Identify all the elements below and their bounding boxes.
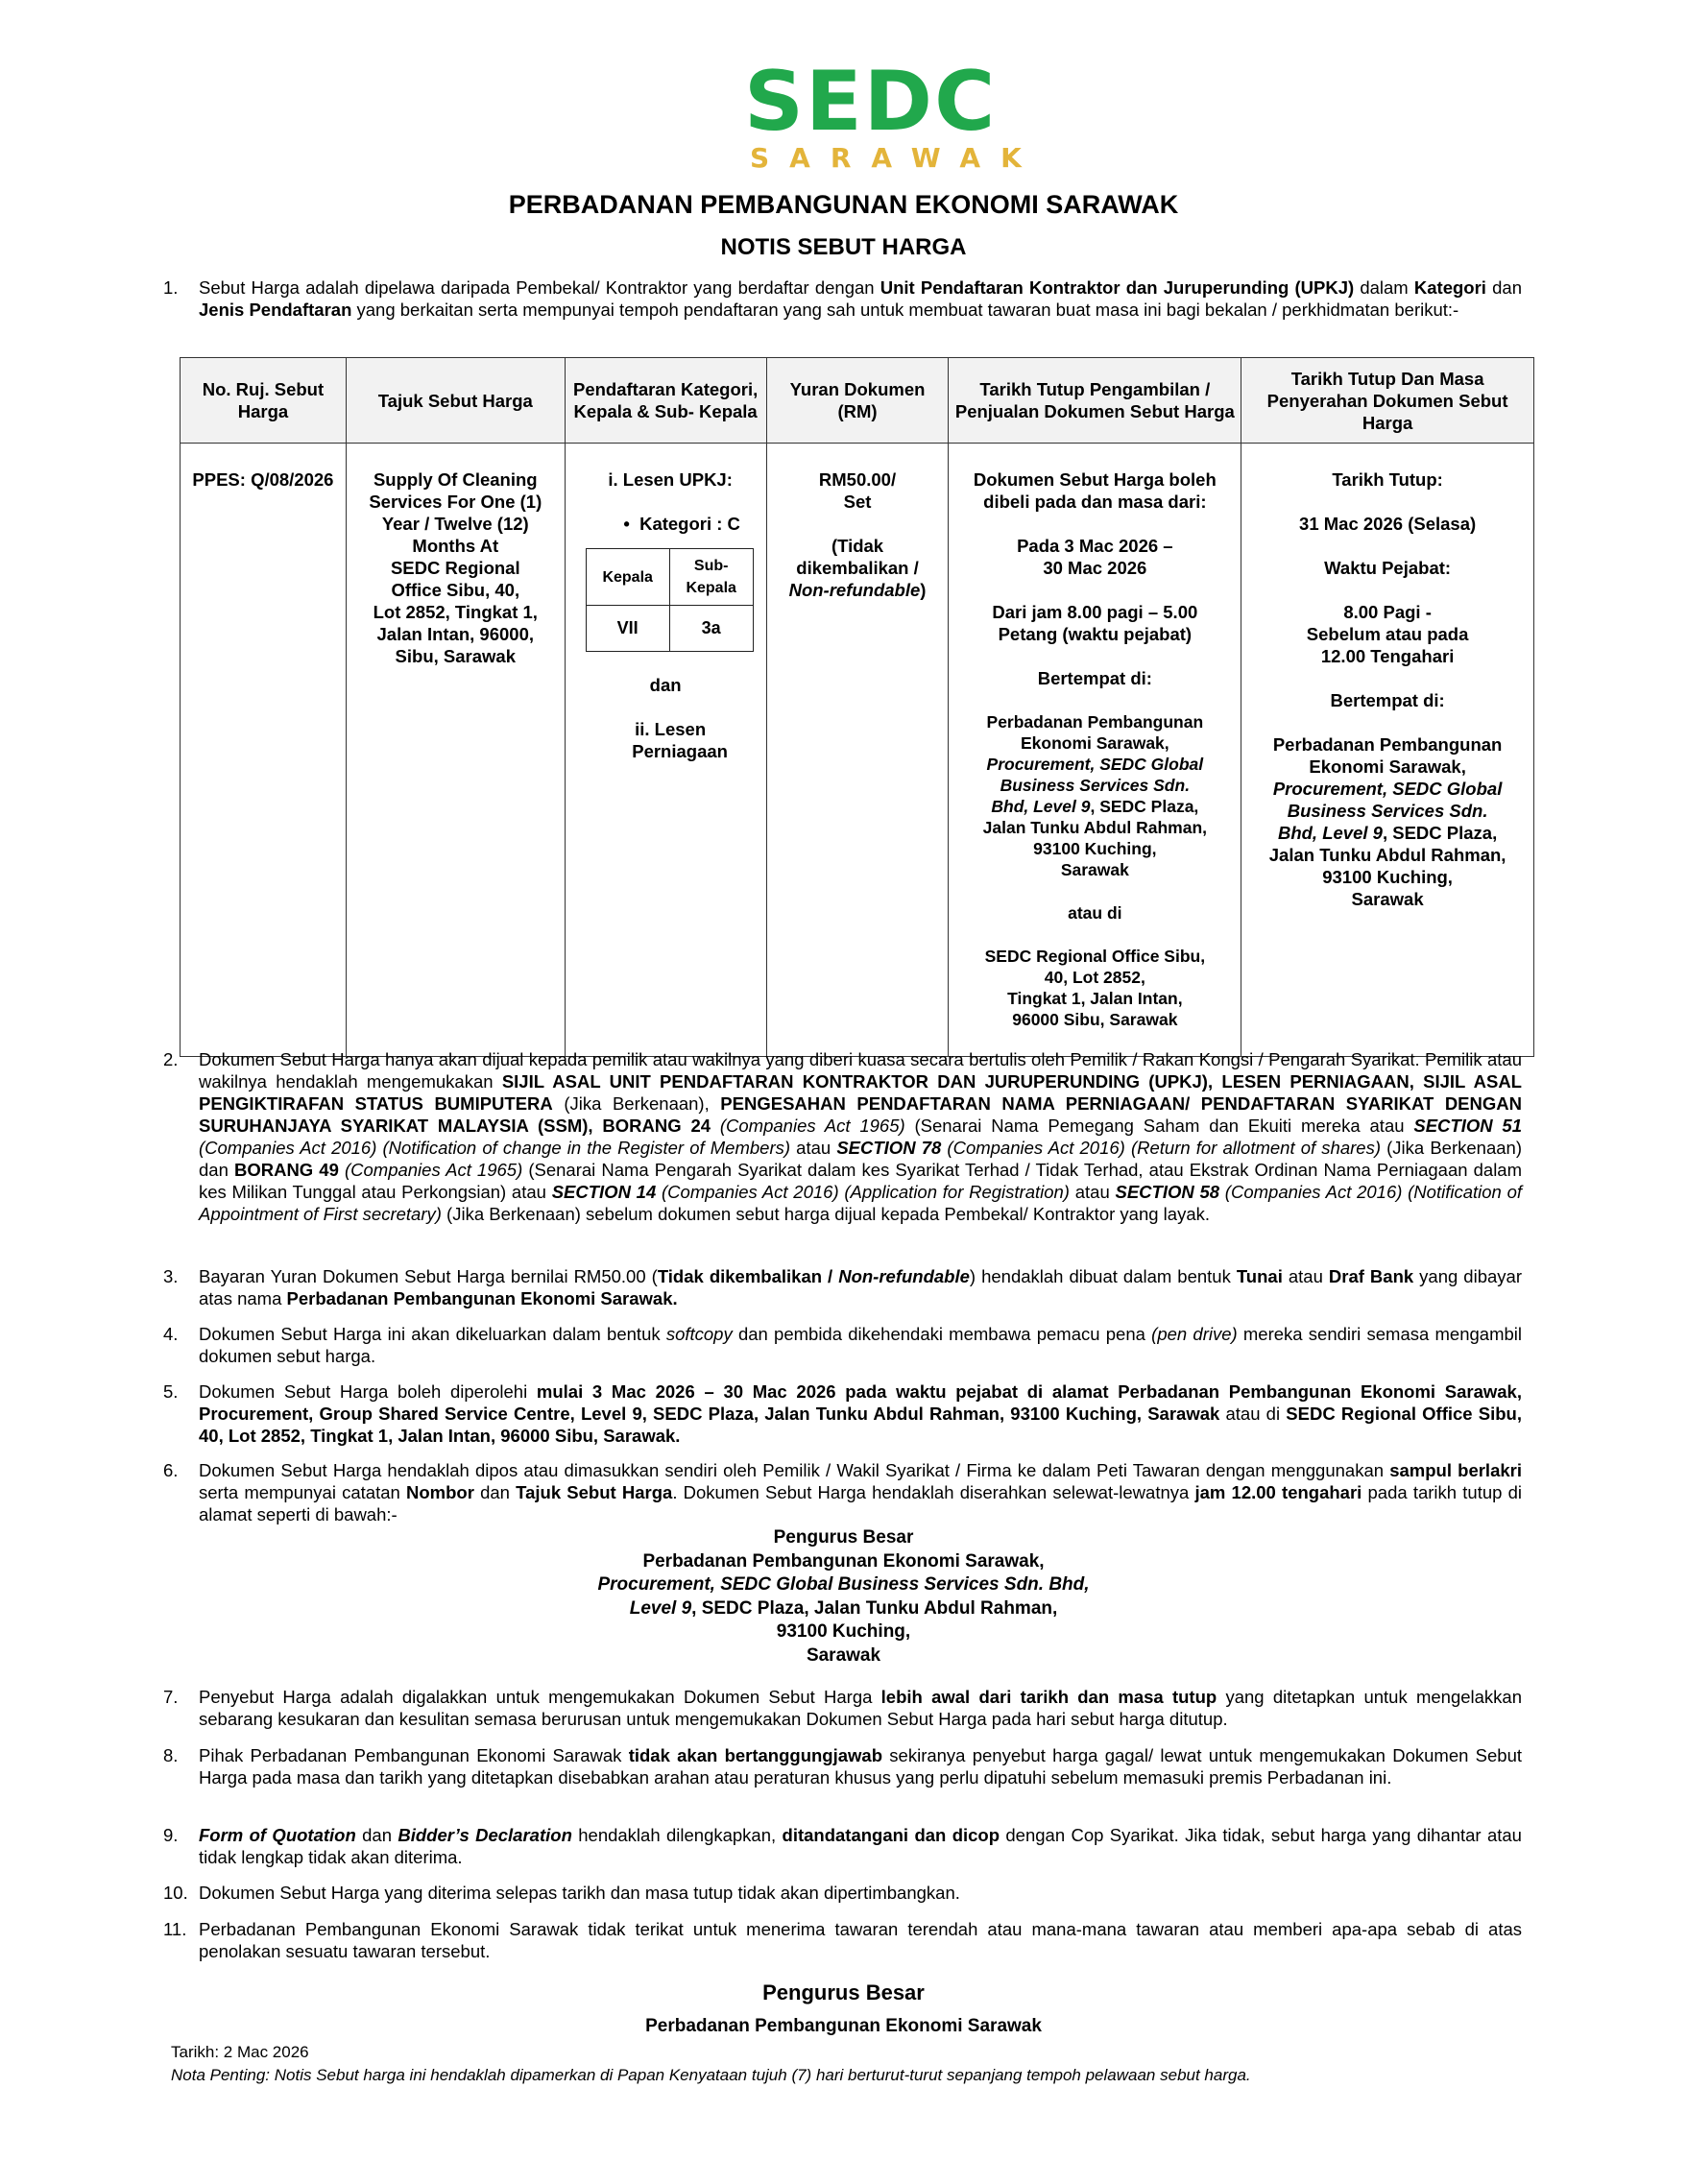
clause-text bbox=[199, 1265, 1522, 1309]
closing-time: 12.00 Tengahari bbox=[1320, 646, 1455, 666]
clause-text bbox=[199, 1824, 1522, 1868]
text: Dokumen Sebut Harga hanya akan dijual kepada pemilik atau wakilnya yang diberi kuasa secara bertulis oleh Pemilik / Rakan Kongsi / Pengarah Syarikat. Pemilik atau wakilnya hendaklah mengemukakan bbox=[199, 1049, 1522, 1092]
address-line: Jalan Tunku Abdul Rahman, bbox=[982, 818, 1208, 837]
italic-text: Procurement, SEDC Global bbox=[986, 755, 1204, 774]
text: ) hendaklah dibuat dalam bentuk bbox=[969, 1266, 1237, 1286]
text: Dokumen Sebut Harga ini akan dikeluarkan dalam bentuk bbox=[199, 1324, 666, 1344]
notice-date: Tarikh: 2 Mac 2026 bbox=[171, 2043, 309, 2061]
closing-time: 8.00 Pagi - bbox=[1343, 602, 1432, 622]
title-line: Months At bbox=[412, 536, 499, 556]
address-line bbox=[1247, 822, 1528, 844]
bold-text: SEDC Regional Office Sibu, 40, Lot 2852, Tingkat 1, Jalan Intan, 96000 Sibu, Sarawak. bbox=[199, 1404, 1522, 1446]
clause-number: 4. bbox=[163, 1324, 179, 1344]
address-line: 93100 Kuching, bbox=[1322, 867, 1453, 887]
header-registration: Pendaftaran Kategori, Kepala & Sub- Kepala bbox=[565, 358, 766, 444]
italic-text: (Companies Act 1965) bbox=[338, 1160, 523, 1180]
closing-label: Tarikh Tutup: bbox=[1332, 469, 1443, 490]
signatory-title: Pengurus Besar bbox=[762, 1980, 925, 2004]
bold-text: sampul berlakri bbox=[1389, 1460, 1522, 1480]
italic-text: softcopy bbox=[665, 1324, 733, 1344]
text: , SEDC Plaza, Jalan Tunku Abdul Rahman, bbox=[691, 1597, 1058, 1619]
clause-number: 8. bbox=[163, 1745, 179, 1765]
clause-text bbox=[199, 1380, 1522, 1447]
text: hendaklah dilengkapkan, bbox=[571, 1825, 783, 1845]
text: Dokumen Sebut Harga hendaklah dipos atau dimasukkan sendiri oleh Pemilik / Wakil Syarikat / Firma ke dalam Peti Tawaran dengan menggunakan bbox=[199, 1460, 1390, 1480]
alternative-label: atau di bbox=[1068, 903, 1122, 923]
clause-number: 1. bbox=[163, 277, 179, 298]
cell-registration bbox=[565, 444, 766, 1057]
clause-9 bbox=[163, 1824, 1522, 1868]
title-line: Services For One (1) bbox=[369, 492, 542, 512]
sedc-sarawak-logo bbox=[744, 54, 1042, 174]
italic-text: (Companies Act 2016) (Notification of change in the Register of Members) bbox=[199, 1138, 791, 1158]
text: serta mempunyai catatan bbox=[199, 1482, 406, 1502]
bold-text: Tajuk Sebut Harga bbox=[516, 1482, 673, 1502]
ref-number: PPES: Q/08/2026 bbox=[192, 469, 334, 490]
table-row bbox=[181, 444, 1534, 1057]
header-submission-closing: Tarikh Tutup Dan Masa Penyerahan Dokumen Sebut Harga bbox=[1241, 358, 1534, 444]
table-header-row bbox=[181, 358, 1534, 444]
text: (Jika Berkenaan), bbox=[552, 1093, 721, 1114]
cell-title bbox=[346, 444, 565, 1057]
address-line: Jalan Tunku Abdul Rahman, bbox=[1268, 845, 1506, 865]
bold-italic-text: SECTION 58 bbox=[1115, 1182, 1220, 1202]
clause-number: 7. bbox=[163, 1687, 179, 1707]
text: . Dokumen Sebut Harga hendaklah diserahkan selewat-lewatnya bbox=[672, 1482, 1195, 1502]
text: ) bbox=[920, 580, 927, 600]
clause-5 bbox=[163, 1380, 1522, 1447]
header-sale-closing: Tarikh Tutup Pengambilan / Penjualan Dokumen Sebut Harga bbox=[949, 358, 1241, 444]
bold-italic-text: Form of Quotation bbox=[199, 1825, 356, 1845]
text: , SEDC Plaza, bbox=[1090, 797, 1199, 816]
bold-text: Tidak dikembalikan / bbox=[657, 1266, 839, 1286]
text: yang dibayar atas nama bbox=[199, 1266, 1522, 1308]
bold-text: Nombor bbox=[406, 1482, 474, 1502]
clause-text bbox=[199, 1459, 1522, 1525]
address-line bbox=[1247, 778, 1528, 800]
cell-submission-closing bbox=[1241, 444, 1534, 1057]
closing-place-label: Bertempat di: bbox=[1330, 690, 1445, 710]
category-text: Kategori : C bbox=[639, 514, 740, 534]
text: (Senarai Nama Pemegang Saham dan Ekuiti mereka atau bbox=[904, 1116, 1414, 1136]
closing-address bbox=[1247, 733, 1528, 910]
clause-text bbox=[199, 1744, 1522, 1788]
title-line: SEDC Regional bbox=[390, 558, 520, 578]
address-line: Pengurus Besar bbox=[773, 1527, 914, 1548]
text: dengan Cop Syarikat. Jika tidak, sebut harga yang dihantar atau tidak lengkap tidak akan diterima. bbox=[199, 1825, 1522, 1867]
clause-10 bbox=[163, 1882, 1522, 1904]
address-line: Perbadanan Pembangunan Ekonomi Sarawak, bbox=[642, 1550, 1045, 1572]
bold-italic-text: SECTION 14 bbox=[551, 1182, 657, 1202]
header-ref-no: No. Ruj. Sebut Harga bbox=[181, 358, 347, 444]
address-line bbox=[0, 1597, 1687, 1621]
kepala-table bbox=[586, 548, 754, 652]
text: dan pembida dikehendaki membawa pemacu pena bbox=[732, 1324, 1152, 1344]
address-line: 93100 Kuching, bbox=[1033, 839, 1157, 858]
text: atau bbox=[1069, 1182, 1116, 1202]
kepala-value: VII bbox=[586, 606, 669, 652]
cell-ref-no bbox=[181, 444, 347, 1057]
text: Bayaran Yuran Dokumen Sebut Harga bernilai RM50.00 ( bbox=[199, 1266, 658, 1286]
text: dalam bbox=[1354, 277, 1414, 298]
address-line: Ekonomi Sarawak, bbox=[1021, 733, 1169, 753]
title-line: Jalan Intan, 96000, bbox=[376, 624, 535, 644]
text: dan bbox=[473, 1482, 517, 1502]
sale-time: Dari jam 8.00 pagi – 5.00 bbox=[992, 602, 1198, 622]
text: atau bbox=[1282, 1266, 1329, 1286]
text: yang ditetapkan untuk mengelakkan sebarang kesukaran dan kesulitan semasa berurusan untuk mengemukakan Dokumen Sebut Harga pada hari sebut harga ditutup. bbox=[199, 1687, 1523, 1729]
bold-text: Kategori bbox=[1413, 277, 1486, 298]
clause-1 bbox=[163, 276, 1522, 321]
clause-text bbox=[199, 1323, 1522, 1367]
fee-amount: RM50.00/ bbox=[818, 469, 897, 490]
bold-italic-text: Bidder’s Declaration bbox=[398, 1825, 572, 1845]
sale-date: Pada 3 Mac 2026 – bbox=[1017, 536, 1173, 556]
conjunction: dan bbox=[649, 675, 682, 695]
bold-text: PENGESAHAN PENDAFTARAN NAMA PERNIAGAAN/ PENDAFTARAN SYARIKAT DENGAN SURUHANJAYA SYARIKAT MALAYSIA (SSM), BORANG 24 bbox=[199, 1093, 1522, 1136]
italic-text: Business Services Sdn. bbox=[1000, 776, 1191, 795]
text: pada tarikh tutup di alamat seperti di bawah:- bbox=[199, 1482, 1522, 1524]
fee-note: dikembalikan / bbox=[796, 558, 919, 578]
quotation-table bbox=[180, 357, 1534, 1057]
address-line: Perbadanan Pembangunan bbox=[1272, 734, 1503, 755]
bold-text: ditandatangani dan dicop bbox=[782, 1825, 1000, 1845]
bold-text: Jenis Pendaftaran bbox=[199, 300, 352, 320]
address-line bbox=[954, 775, 1235, 796]
title-line: Office Sibu, 40, bbox=[391, 580, 520, 600]
header-fee: Yuran Dokumen (RM) bbox=[766, 358, 949, 444]
text: atau di bbox=[1219, 1404, 1287, 1424]
fee-note: (Tidak bbox=[831, 536, 884, 556]
text: (Jika Berkenaan) sebelum dokumen sebut harga dijual kepada Pembekal/ Kontraktor yang layak. bbox=[441, 1204, 1210, 1224]
clause-7 bbox=[163, 1686, 1522, 1730]
logo-subtext: SARAWAK bbox=[750, 142, 1042, 174]
address-line: 40, Lot 2852, bbox=[1044, 968, 1145, 987]
kepala-header: Kepala bbox=[586, 549, 669, 606]
text: , SEDC Plaza, bbox=[1382, 823, 1498, 843]
bold-text: Perbadanan Pembangunan Ekonomi Sarawak. bbox=[286, 1288, 678, 1308]
bold-text: Tunai bbox=[1236, 1266, 1283, 1286]
text: mereka sendiri semasa mengambil dokumen sebut harga. bbox=[199, 1324, 1522, 1366]
italic-text: Level 9 bbox=[629, 1597, 692, 1619]
clause-text bbox=[199, 276, 1522, 321]
closing-date: 31 Mac 2026 (Selasa) bbox=[1299, 514, 1477, 534]
italic-text: (Companies Act 2016) (Notification of Appointment of First secretary) bbox=[199, 1182, 1522, 1224]
address-line: 93100 Kuching, bbox=[776, 1621, 911, 1642]
header-title: Tajuk Sebut Harga bbox=[346, 358, 565, 444]
bold-text: SIJIL ASAL UNIT PENDAFTARAN KONTRAKTOR DAN JURUPERUNDING (UPKJ), LESEN PERNIAGAAN, SIJIL ASAL PENGIKTIRAFAN STATUS BUMIPUTERA bbox=[199, 1071, 1522, 1114]
clause-number: 9. bbox=[163, 1825, 179, 1845]
fee-note bbox=[773, 579, 943, 601]
sale-intro: dibeli pada dan masa dari: bbox=[983, 492, 1207, 512]
bullet-icon: • bbox=[623, 514, 640, 534]
office-hours-label: Waktu Pejabat: bbox=[1324, 558, 1452, 578]
clause-text: Perbadanan Pembangunan Ekonomi Sarawak tidak terikat untuk menerima tawaran terendah atau mana-mana tawaran atau memberi apa-apa sebab di atas penolakan sesuatu tawaran tersebut. bbox=[199, 1919, 1522, 1961]
clause-2 bbox=[163, 1048, 1522, 1225]
bold-italic-text: SECTION 78 bbox=[836, 1138, 942, 1158]
cell-sale-closing bbox=[949, 444, 1241, 1057]
title-line: Supply Of Cleaning bbox=[373, 469, 538, 490]
clause-number: 6. bbox=[163, 1460, 179, 1480]
clause-8 bbox=[163, 1744, 1522, 1788]
clause-text bbox=[199, 1686, 1522, 1730]
address-line: Ekonomi Sarawak, bbox=[1309, 756, 1466, 777]
category-item bbox=[571, 513, 760, 535]
address-line: Sarawak bbox=[806, 1644, 881, 1666]
address-line bbox=[954, 796, 1235, 817]
notice-title: NOTIS SEBUT HARGA bbox=[720, 234, 967, 260]
text: dan bbox=[1485, 277, 1522, 298]
text: Dokumen Sebut Harga boleh diperolehi bbox=[199, 1381, 537, 1402]
italic-text: Bhd, Level 9 bbox=[1277, 823, 1383, 843]
bold-text: mulai 3 Mac 2026 – 30 Mac 2026 pada waktu pejabat di alamat Perbadanan Pembangunan Ekonomi Sarawak, Procurement, Group Shared Service Centre, Level 9, SEDC Plaza, Jalan Tunku Abdul Rahman, 93100 Kuching, Sarawak bbox=[199, 1381, 1522, 1424]
text: dan bbox=[355, 1825, 398, 1845]
closing-time: Sebelum atau pada bbox=[1306, 624, 1469, 644]
italic-text: Non-refundable bbox=[788, 580, 921, 600]
italic-text: (Companies Act 2016) (Return for allotment of shares) bbox=[941, 1138, 1381, 1158]
bold-text: Draf Bank bbox=[1328, 1266, 1414, 1286]
clause-number: 10. bbox=[163, 1883, 188, 1903]
text: atau bbox=[790, 1138, 837, 1158]
address-line bbox=[1247, 800, 1528, 822]
sale-intro: Dokumen Sebut Harga boleh bbox=[973, 469, 1217, 490]
signatory-organization: Perbadanan Pembangunan Ekonomi Sarawak bbox=[645, 2016, 1042, 2036]
license-upkj: i. Lesen UPKJ: bbox=[608, 469, 733, 490]
cell-fee bbox=[766, 444, 949, 1057]
text: sekiranya penyebut harga gagal/ lewat untuk mengemukakan Dokumen Sebut Harga pada masa dan tarikh yang ditetapkan disebabkan arahan atau peraturan khusus yang perlu dipatuhi sebelum memasuki premis Perbadanan ini. bbox=[199, 1745, 1522, 1788]
sale-address bbox=[954, 711, 1235, 1030]
clause-number: 2. bbox=[163, 1049, 179, 1069]
italic-text: (pen drive) bbox=[1151, 1324, 1238, 1344]
clause-number: 11. bbox=[163, 1919, 187, 1939]
sale-place-label: Bertempat di: bbox=[1037, 668, 1152, 688]
clause-4 bbox=[163, 1323, 1522, 1367]
italic-text: (Companies Act 1965) bbox=[711, 1116, 905, 1136]
clause-number: 5. bbox=[163, 1381, 179, 1402]
subkepala-header: Sub-Kepala bbox=[669, 549, 753, 606]
submission-address bbox=[0, 1526, 1687, 1668]
address-line bbox=[954, 754, 1235, 775]
text: Penyebut Harga adalah digalakkan untuk mengemukakan Dokumen Sebut Harga bbox=[199, 1687, 881, 1707]
bold-text: tidak akan bertanggungjawab bbox=[628, 1745, 883, 1765]
fee-unit: Set bbox=[843, 492, 872, 512]
bold-italic-text: SECTION 51 bbox=[1413, 1116, 1523, 1136]
address-line: Tingkat 1, Jalan Intan, bbox=[1007, 989, 1183, 1008]
sale-date: 30 Mac 2026 bbox=[1043, 558, 1147, 578]
sale-time: Petang (waktu pejabat) bbox=[998, 624, 1193, 644]
text: (Senarai Nama Pengarah Syarikat dalam kes Syarikat Terhad / Tidak Terhad, atau Ekstrak Ordinan Nama Perniagaan dalam kes Milikan Tunggal atau Perkongsian) atau bbox=[199, 1160, 1522, 1202]
clause-text: Dokumen Sebut Harga yang diterima selepas tarikh dan masa tutup tidak akan dipertimbangkan. bbox=[199, 1883, 960, 1903]
bold-text: Unit Pendaftaran Kontraktor dan Juruperunding (UPKJ) bbox=[880, 277, 1355, 298]
text: Sebut Harga adalah dipelawa daripada Pembekal/ Kontraktor yang berdaftar dengan bbox=[199, 277, 880, 298]
text: yang berkaitan serta mempunyai tempoh pendaftaran yang sah untuk membuat tawaran buat masa ini bagi bekalan / perkhidmatan berikut:- bbox=[351, 300, 1459, 320]
title-line: Year / Twelve (12) bbox=[381, 514, 529, 534]
logo-wordmark bbox=[744, 54, 998, 150]
logo-main-text: SEDC bbox=[744, 54, 998, 150]
italic-text: Bhd, Level 9 bbox=[991, 797, 1091, 816]
italic-text: Business Services Sdn. bbox=[1287, 801, 1488, 821]
address-line: 96000 Sibu, Sarawak bbox=[1012, 1010, 1178, 1029]
address-line: Sarawak bbox=[1060, 860, 1129, 879]
bold-text: BORANG 49 bbox=[233, 1160, 339, 1180]
title-line: Lot 2852, Tingkat 1, bbox=[373, 602, 538, 622]
clause-number: 3. bbox=[163, 1266, 179, 1286]
organization-title: PERBADANAN PEMBANGUNAN EKONOMI SARAWAK bbox=[508, 190, 1179, 219]
address-line: Sarawak bbox=[1351, 889, 1424, 909]
bold-text: jam 12.00 tengahari bbox=[1194, 1482, 1362, 1502]
text: (Jika Berkenaan) dan bbox=[199, 1138, 1522, 1180]
subkepala-value: 3a bbox=[669, 606, 753, 652]
address-line: SEDC Regional Office Sibu, bbox=[984, 947, 1206, 966]
text: Pihak Perbadanan Pembangunan Ekonomi Sarawak bbox=[199, 1745, 629, 1765]
bold-italic-text: Non-refundable bbox=[838, 1266, 970, 1286]
italic-text: (Companies Act 2016) (Application for Registration) bbox=[656, 1182, 1070, 1202]
address-line bbox=[0, 1573, 1687, 1597]
address-line: Perbadanan Pembangunan bbox=[986, 712, 1204, 732]
important-note: Nota Penting: Notis Sebut harga ini hendaklah dipamerkan di Papan Kenyataan tujuh (7) hari berturut-turut sepanjang tempoh pelawaan sebut harga. bbox=[171, 2066, 1251, 2084]
clause-text bbox=[199, 1048, 1522, 1225]
license-business: ii. Lesen bbox=[635, 719, 707, 739]
title-line: Sibu, Sarawak bbox=[395, 646, 516, 666]
license-business-cont: Perniagaan bbox=[632, 741, 728, 761]
clause-6 bbox=[163, 1459, 1522, 1525]
italic-text: Procurement, SEDC Global Business Services Sdn. Bhd, bbox=[597, 1574, 1090, 1595]
italic-text: Procurement, SEDC Global bbox=[1272, 779, 1503, 799]
clause-11 bbox=[163, 1918, 1522, 1962]
bold-text: lebih awal dari tarikh dan masa tutup bbox=[880, 1687, 1217, 1707]
clause-3 bbox=[163, 1265, 1522, 1309]
